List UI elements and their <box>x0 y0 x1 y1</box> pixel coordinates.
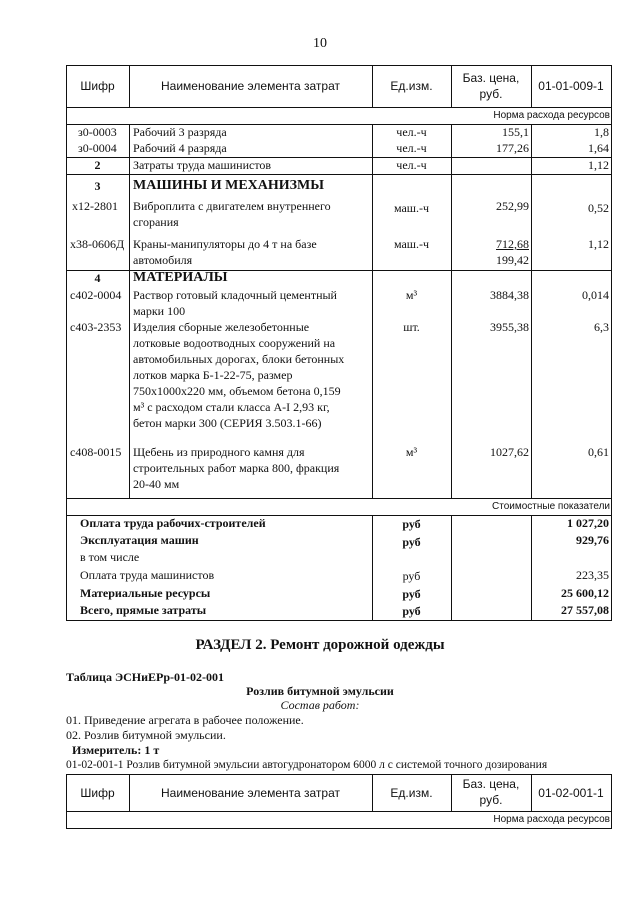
row-norm: 1,12 <box>588 237 609 251</box>
cost-unit: руб <box>402 517 421 531</box>
cost-value: 25 600,12 <box>561 586 609 600</box>
cost-label: в том числе <box>80 550 140 564</box>
row-name: Затраты труда машинистов <box>133 158 272 172</box>
row-name-cont: бетон марки 300 (СЕРИЯ 3.503.1-66) <box>133 416 322 430</box>
cost-unit: руб <box>402 535 421 549</box>
row-name-cont: сгорания <box>133 215 179 229</box>
row-unit: маш.-ч <box>393 201 430 215</box>
row-unit: чел.-ч <box>396 125 427 139</box>
row-norm: 0,014 <box>582 288 609 302</box>
row-code: 2 <box>94 158 101 172</box>
meter: Измеритель: 1 т <box>72 743 160 757</box>
cost-caption: Стоимостные показатели <box>492 501 610 512</box>
header-name: Наименование элемента затрат <box>161 786 340 800</box>
header-unit: Ед.изм. <box>390 79 433 93</box>
row-norm: 0,52 <box>588 201 609 215</box>
page-number: 10 <box>313 36 327 51</box>
cost-label: Эксплуатация машин <box>80 533 199 547</box>
row-name-cont: автомобильных дорогах, блоки бетонных <box>133 352 345 366</box>
cost-value: 223,35 <box>576 568 609 582</box>
row-price: 1027,62 <box>490 445 529 459</box>
row-code: х12-2801 <box>72 199 118 213</box>
row-code: х38-0606Д <box>70 237 125 251</box>
cost-value: 1 027,20 <box>567 516 609 530</box>
row-unit: чел.-ч <box>396 141 427 155</box>
cost-label: Всего, прямые затраты <box>80 603 207 617</box>
row-norm: 6,3 <box>594 320 609 334</box>
row-code: з0-0004 <box>78 141 117 155</box>
header-name: Наименование элемента затрат <box>161 79 340 93</box>
row-name-cont: 20-40 мм <box>133 477 180 491</box>
row-norm: 1,8 <box>594 125 609 139</box>
row-name-cont: м³ с расходом стали класса А-I 2,93 кг, <box>133 400 330 414</box>
row-norm: 0,61 <box>588 445 609 459</box>
cost-unit: руб <box>402 604 421 618</box>
row-code: с402-0004 <box>70 288 122 302</box>
section-heading: РАЗДЕЛ 2. Ремонт дорожной одежды <box>195 637 445 653</box>
cost-unit: руб <box>402 569 421 583</box>
row-price: 712,68 <box>496 237 529 251</box>
row-name: Рабочий 3 разряда <box>133 125 227 139</box>
cost-label: Материальные ресурсы <box>80 586 211 600</box>
row-unit: маш.-ч <box>393 237 430 251</box>
cost-label: Оплата труда рабочих-строителей <box>80 516 266 530</box>
row-code: с408-0015 <box>70 445 122 459</box>
row-name: Рабочий 4 разряда <box>133 141 227 155</box>
row-name-cont: лотков марка Б-1-22-75, размер <box>133 368 293 382</box>
norm-caption: Норма расхода ресурсов <box>493 110 610 121</box>
header-code: Шифр <box>80 786 115 800</box>
row-norm: 1,64 <box>588 141 609 155</box>
header-price-unit: руб. <box>479 793 503 807</box>
row-name: Изделия сборные железобетонные <box>133 320 310 334</box>
row-name-cont: марки 100 <box>133 304 186 318</box>
cost-label: Оплата труда машинистов <box>80 568 215 582</box>
header-price: Баз. цена, <box>462 71 520 85</box>
row-name-cont: автомобиля <box>133 253 193 267</box>
row-price: 252,99 <box>496 199 529 213</box>
row-code: с403-2353 <box>70 320 122 334</box>
row-name: Раствор готовый кладочный цементный <box>133 288 337 302</box>
row-price: 155,1 <box>502 125 529 139</box>
row-name-cont: строительных работ марка 800, фракция <box>133 461 340 475</box>
section-title: МАШИНЫ И МЕХАНИЗМЫ <box>133 178 325 193</box>
row-name: Щебень из природного камня для <box>133 445 305 459</box>
header-code: Шифр <box>80 79 115 93</box>
row-name: Краны-манипуляторы до 4 т на базе <box>133 237 317 251</box>
cost-value: 929,76 <box>576 533 609 547</box>
table-title: Розлив битумной эмульсии <box>246 684 394 698</box>
row-unit: м³ <box>405 445 418 459</box>
table-label: Таблица ЭСНиЕРр-01-02-001 <box>66 670 225 684</box>
row-price-2: 199,42 <box>496 253 529 267</box>
row-price: 177,26 <box>496 141 529 155</box>
work-item: 01. Приведение агрегата в рабочее положение. <box>66 713 304 727</box>
row-unit: чел.-ч <box>396 158 427 172</box>
row-name-cont: лотковые водоотводных сооружений на <box>133 336 336 350</box>
section-title: МАТЕРИАЛЫ <box>133 270 228 285</box>
work-caption: Состав работ: <box>280 698 360 712</box>
norm-line: 01-02-001-1 Розлив битумной эмульсии автогудронатором 6000 л с системой точного дозирования <box>66 759 548 771</box>
row-code: з0-0003 <box>78 125 117 139</box>
header-price-unit: руб. <box>479 87 503 101</box>
header-norm-code: 01-02-001-1 <box>538 786 604 800</box>
row-name: Виброплита с двигателем внутреннего <box>133 199 331 213</box>
row-norm: 1,12 <box>588 158 609 172</box>
header-unit: Ед.изм. <box>390 786 433 800</box>
row-price: 3884,38 <box>490 288 529 302</box>
section-number: 4 <box>94 271 101 285</box>
header-norm-code: 01-01-009-1 <box>538 79 604 93</box>
header-price: Баз. цена, <box>462 777 520 791</box>
cost-unit: руб <box>402 587 421 601</box>
cost-value: 27 557,08 <box>561 603 609 617</box>
row-price: 3955,38 <box>490 320 529 334</box>
row-name-cont: 750х1000х220 мм, объемом бетона 0,159 <box>133 384 341 398</box>
row-unit: шт. <box>403 320 420 334</box>
norm-caption: Норма расхода ресурсов <box>493 814 610 825</box>
work-item: 02. Розлив битумной эмульсии. <box>66 728 226 742</box>
section-number: 3 <box>94 179 101 193</box>
row-unit: м³ <box>405 288 418 302</box>
